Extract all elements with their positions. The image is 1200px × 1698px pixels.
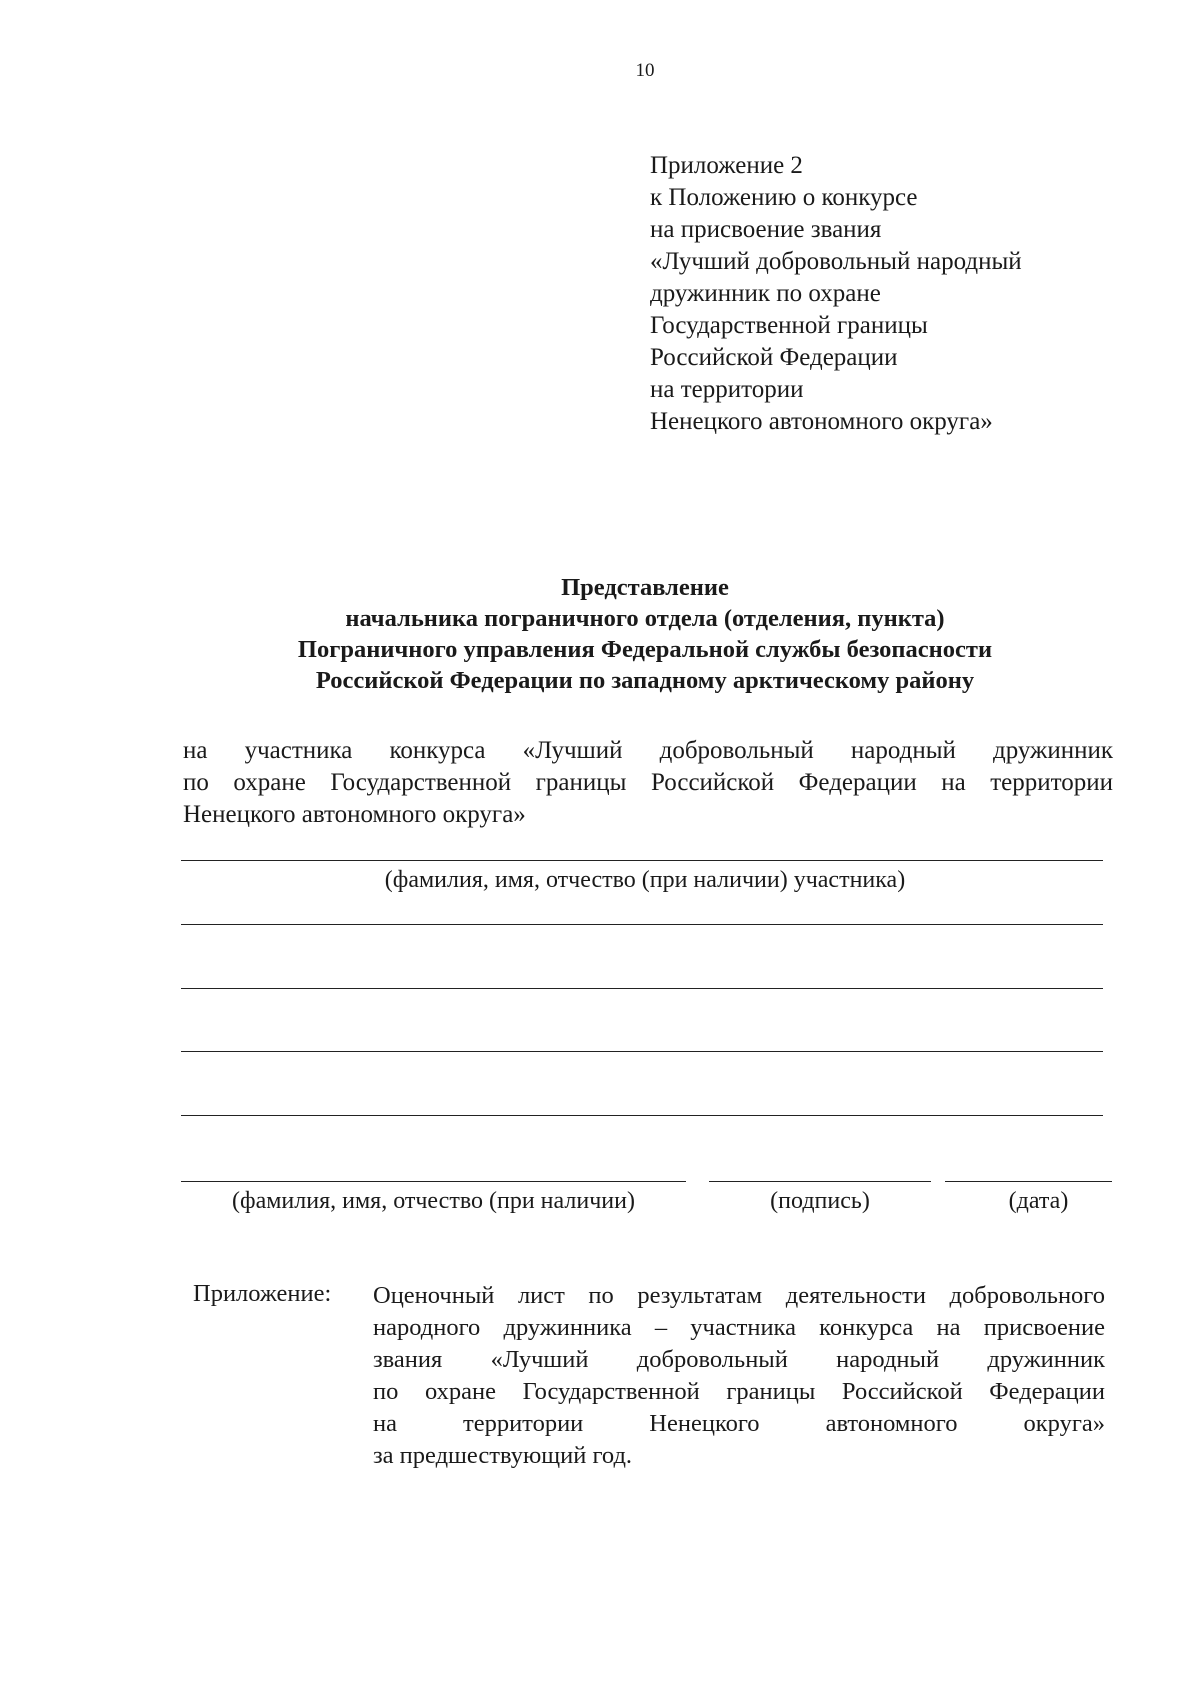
participant-name-line[interactable] — [181, 860, 1103, 861]
intro-line: по охране Государственной границы Российской Федерации на территории — [183, 769, 1113, 796]
attachment-line: за предшествующий год. — [373, 1442, 633, 1469]
appendix-line: Ненецкого автономного округа» — [650, 408, 993, 435]
appendix-line: к Положению о конкурсе — [650, 184, 918, 211]
text-entry-line[interactable] — [181, 1051, 1103, 1052]
appendix-line: «Лучший добровольный народный — [650, 248, 1022, 275]
signature-caption: (подпись) — [770, 1188, 870, 1214]
appendix-line: Российской Федерации — [650, 344, 898, 371]
attachment-line: звания «Лучший добровольный народный дружинник — [373, 1346, 1105, 1373]
intro-paragraph — [183, 735, 1113, 831]
date-line[interactable] — [945, 1181, 1112, 1182]
appendix-line: Приложение 2 — [650, 152, 803, 179]
document-subtitle-line: Российской Федерации по западному арктическому району — [315, 667, 975, 694]
document-subtitle-line: Пограничного управления Федеральной службы безопасности — [297, 636, 993, 663]
attachment-line: народного дружинника – участника конкурса на присвоение — [373, 1314, 1105, 1341]
intro-line: Ненецкого автономного округа» — [183, 801, 526, 828]
text-entry-line[interactable] — [181, 1115, 1103, 1116]
appendix-line: Государственной границы — [650, 312, 928, 339]
signature-line[interactable] — [709, 1181, 931, 1182]
date-caption: (дата) — [1008, 1188, 1069, 1214]
document-subtitle-line: начальника пограничного отдела (отделения, пункта) — [345, 605, 945, 632]
text-entry-line[interactable] — [181, 988, 1103, 989]
signer-name-line[interactable] — [181, 1181, 686, 1182]
document-heading — [0, 572, 1200, 696]
attachment-label: Приложение: — [193, 1280, 332, 1307]
appendix-line: дружинник по охране — [650, 280, 881, 307]
participant-name-caption: (фамилия, имя, отчество (при наличии) участника) — [384, 867, 906, 893]
document-title: Представление — [561, 574, 729, 601]
appendix-reference-block — [650, 150, 1022, 438]
attachment-line: по охране Государственной границы Российской Федерации — [373, 1378, 1105, 1405]
appendix-line: на присвоение звания — [650, 216, 882, 243]
attachment-line: Оценочный лист по результатам деятельности добровольного — [373, 1282, 1105, 1309]
appendix-line: на территории — [650, 376, 804, 403]
attachment-line: на территории Ненецкого автономного округа» — [373, 1410, 1105, 1437]
page-number: 10 — [635, 60, 655, 81]
intro-line: на участника конкурса «Лучший добровольный народный дружинник — [183, 737, 1113, 764]
attachment-description — [373, 1280, 1105, 1472]
signer-name-caption: (фамилия, имя, отчество (при наличии) — [232, 1188, 635, 1214]
text-entry-line[interactable] — [181, 924, 1103, 925]
